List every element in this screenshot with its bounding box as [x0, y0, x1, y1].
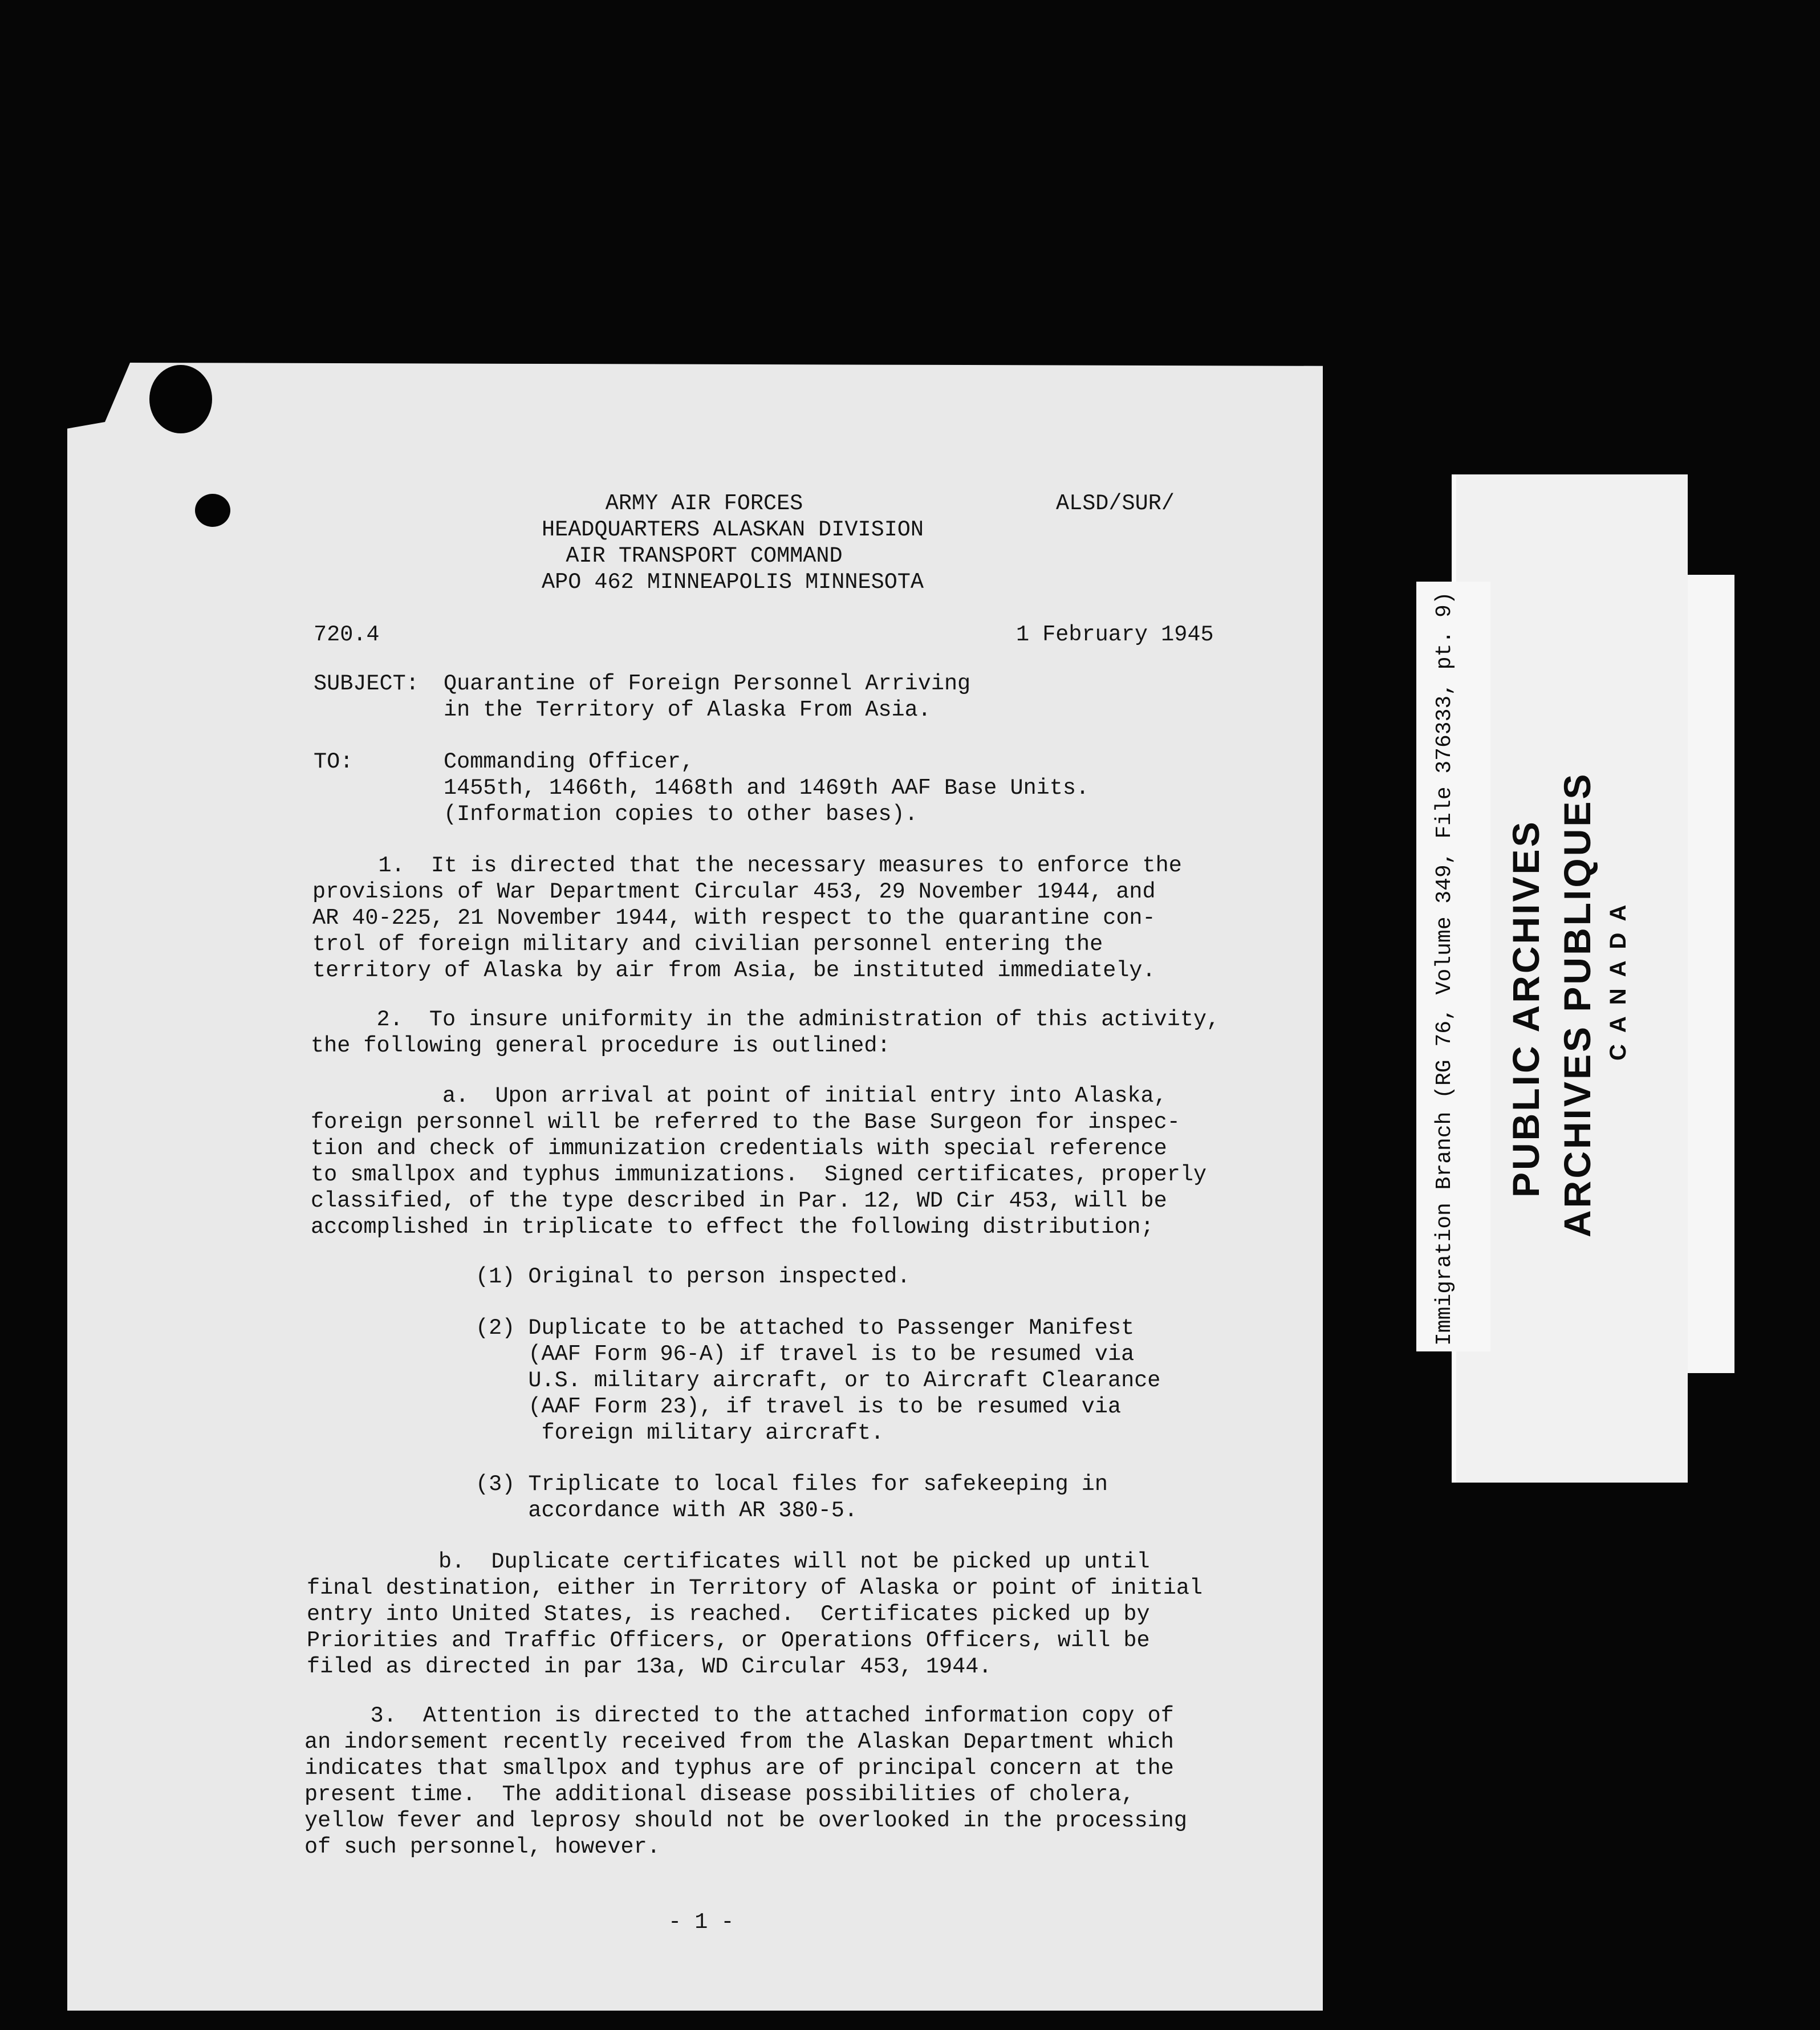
archive-source-reference: Immigration Branch (RG 76, Volume 349, File 376333, pt. 9): [1432, 591, 1457, 1346]
distribution-item-1: (1) Original to person inspected.: [476, 1264, 911, 1289]
text-line: 3. Attention is directed to the attached information copy of: [304, 1703, 1174, 1728]
to-line-2: 1455th, 1466th, 1468th and 1469th AAF Base Units.: [444, 776, 1090, 801]
text-line: (AAF Form 96-A) if travel is to be resumed via: [476, 1342, 1135, 1367]
text-line: (2) Duplicate to be attached to Passenger Manifest: [476, 1316, 1135, 1341]
to-label: TO:: [314, 749, 354, 774]
text-line: indicates that smallpox and typhus are of principal concern at the: [304, 1756, 1174, 1781]
text-line: AR 40-225, 21 November 1944, with respect to the quarantine con-: [312, 906, 1156, 931]
text-line: the following general procedure is outlined:: [311, 1033, 891, 1058]
letter-date: 1 February 1945: [1016, 622, 1214, 647]
text-line: (3) Triplicate to local files for safekeeping in: [476, 1472, 1108, 1497]
text-line: classified, of the type described in Par. 12, WD Cir 453, will be: [311, 1188, 1167, 1213]
letterhead-line-3: AIR TRANSPORT COMMAND: [566, 543, 843, 569]
text-line: of such personnel, however.: [304, 1834, 660, 1860]
archive-tag-edge: [1688, 575, 1734, 1373]
archive-line-3: CANADA: [1606, 893, 1631, 1061]
letterhead-line-2: HEADQUARTERS ALASKAN DIVISION: [542, 517, 924, 542]
text-line: entry into United States, is reached. Certificates picked up by: [307, 1602, 1150, 1627]
reference-code: ALSD/SUR/: [1056, 491, 1175, 516]
letterhead-line-4: APO 462 MINNEAPOLIS MINNESOTA: [542, 570, 924, 595]
text-line: a. Upon arrival at point of initial entry into Alaska,: [311, 1083, 1167, 1109]
text-line: b. Duplicate certificates will not be picked up until: [307, 1549, 1150, 1574]
archive-line-2: ARCHIVES PUBLIQUES: [1556, 772, 1598, 1237]
subject-line-1: Quarantine of Foreign Personnel Arriving: [444, 671, 971, 696]
to-line-1: Commanding Officer,: [444, 749, 694, 774]
text-line: trol of foreign military and civilian personnel entering the: [312, 932, 1103, 957]
text-line: 1. It is directed that the necessary measures to enforce the: [312, 853, 1182, 878]
text-line: present time. The additional disease possibilities of cholera,: [304, 1782, 1135, 1807]
text-line: 2. To insure uniformity in the administration of this activity,: [311, 1007, 1220, 1032]
text-line: foreign military aircraft.: [476, 1420, 884, 1446]
text-line: filed as directed in par 13a, WD Circular 453, 1944.: [307, 1654, 992, 1679]
punch-hole: [195, 494, 230, 527]
text-line: tion and check of immunization credentials with special reference: [311, 1136, 1167, 1161]
text-line: to smallpox and typhus immunizations. Signed certificates, properly: [311, 1162, 1207, 1187]
page-number: - 1 -: [668, 1910, 734, 1935]
letterhead-line-1: ARMY AIR FORCES: [605, 491, 803, 516]
text-line: U.S. military aircraft, or to Aircraft Clearance: [476, 1368, 1161, 1393]
text-line: provisions of War Department Circular 453, 29 November 1944, and: [312, 879, 1156, 904]
text-line: Priorities and Traffic Officers, or Operations Officers, will be: [307, 1628, 1150, 1653]
text-line: final destination, either in Territory of Alaska or point of initial: [307, 1576, 1203, 1601]
subject-label: SUBJECT:: [314, 671, 419, 696]
archive-line-1: PUBLIC ARCHIVES: [1505, 819, 1547, 1197]
text-line: an indorsement recently received from the Alaskan Department which: [304, 1729, 1174, 1755]
subject-line-2: in the Territory of Alaska From Asia.: [444, 697, 931, 722]
letterhead: [542, 490, 924, 595]
text-line: foreign personnel will be referred to the Base Surgeon for inspec-: [311, 1110, 1180, 1135]
to-line-3: (Information copies to other bases).: [444, 802, 918, 827]
text-line: (AAF Form 23), if travel is to be resumed via: [476, 1394, 1122, 1419]
text-line: accomplished in triplicate to effect the following distribution;: [311, 1215, 1154, 1240]
file-number: 720.4: [314, 622, 380, 647]
text-line: territory of Alaska by air from Asia, be instituted immediately.: [312, 958, 1156, 983]
text-line: accordance with AR 380-5.: [476, 1498, 858, 1523]
text-line: yellow fever and leprosy should not be overlooked in the processing: [304, 1808, 1187, 1833]
page-damage-mark: [149, 365, 212, 433]
